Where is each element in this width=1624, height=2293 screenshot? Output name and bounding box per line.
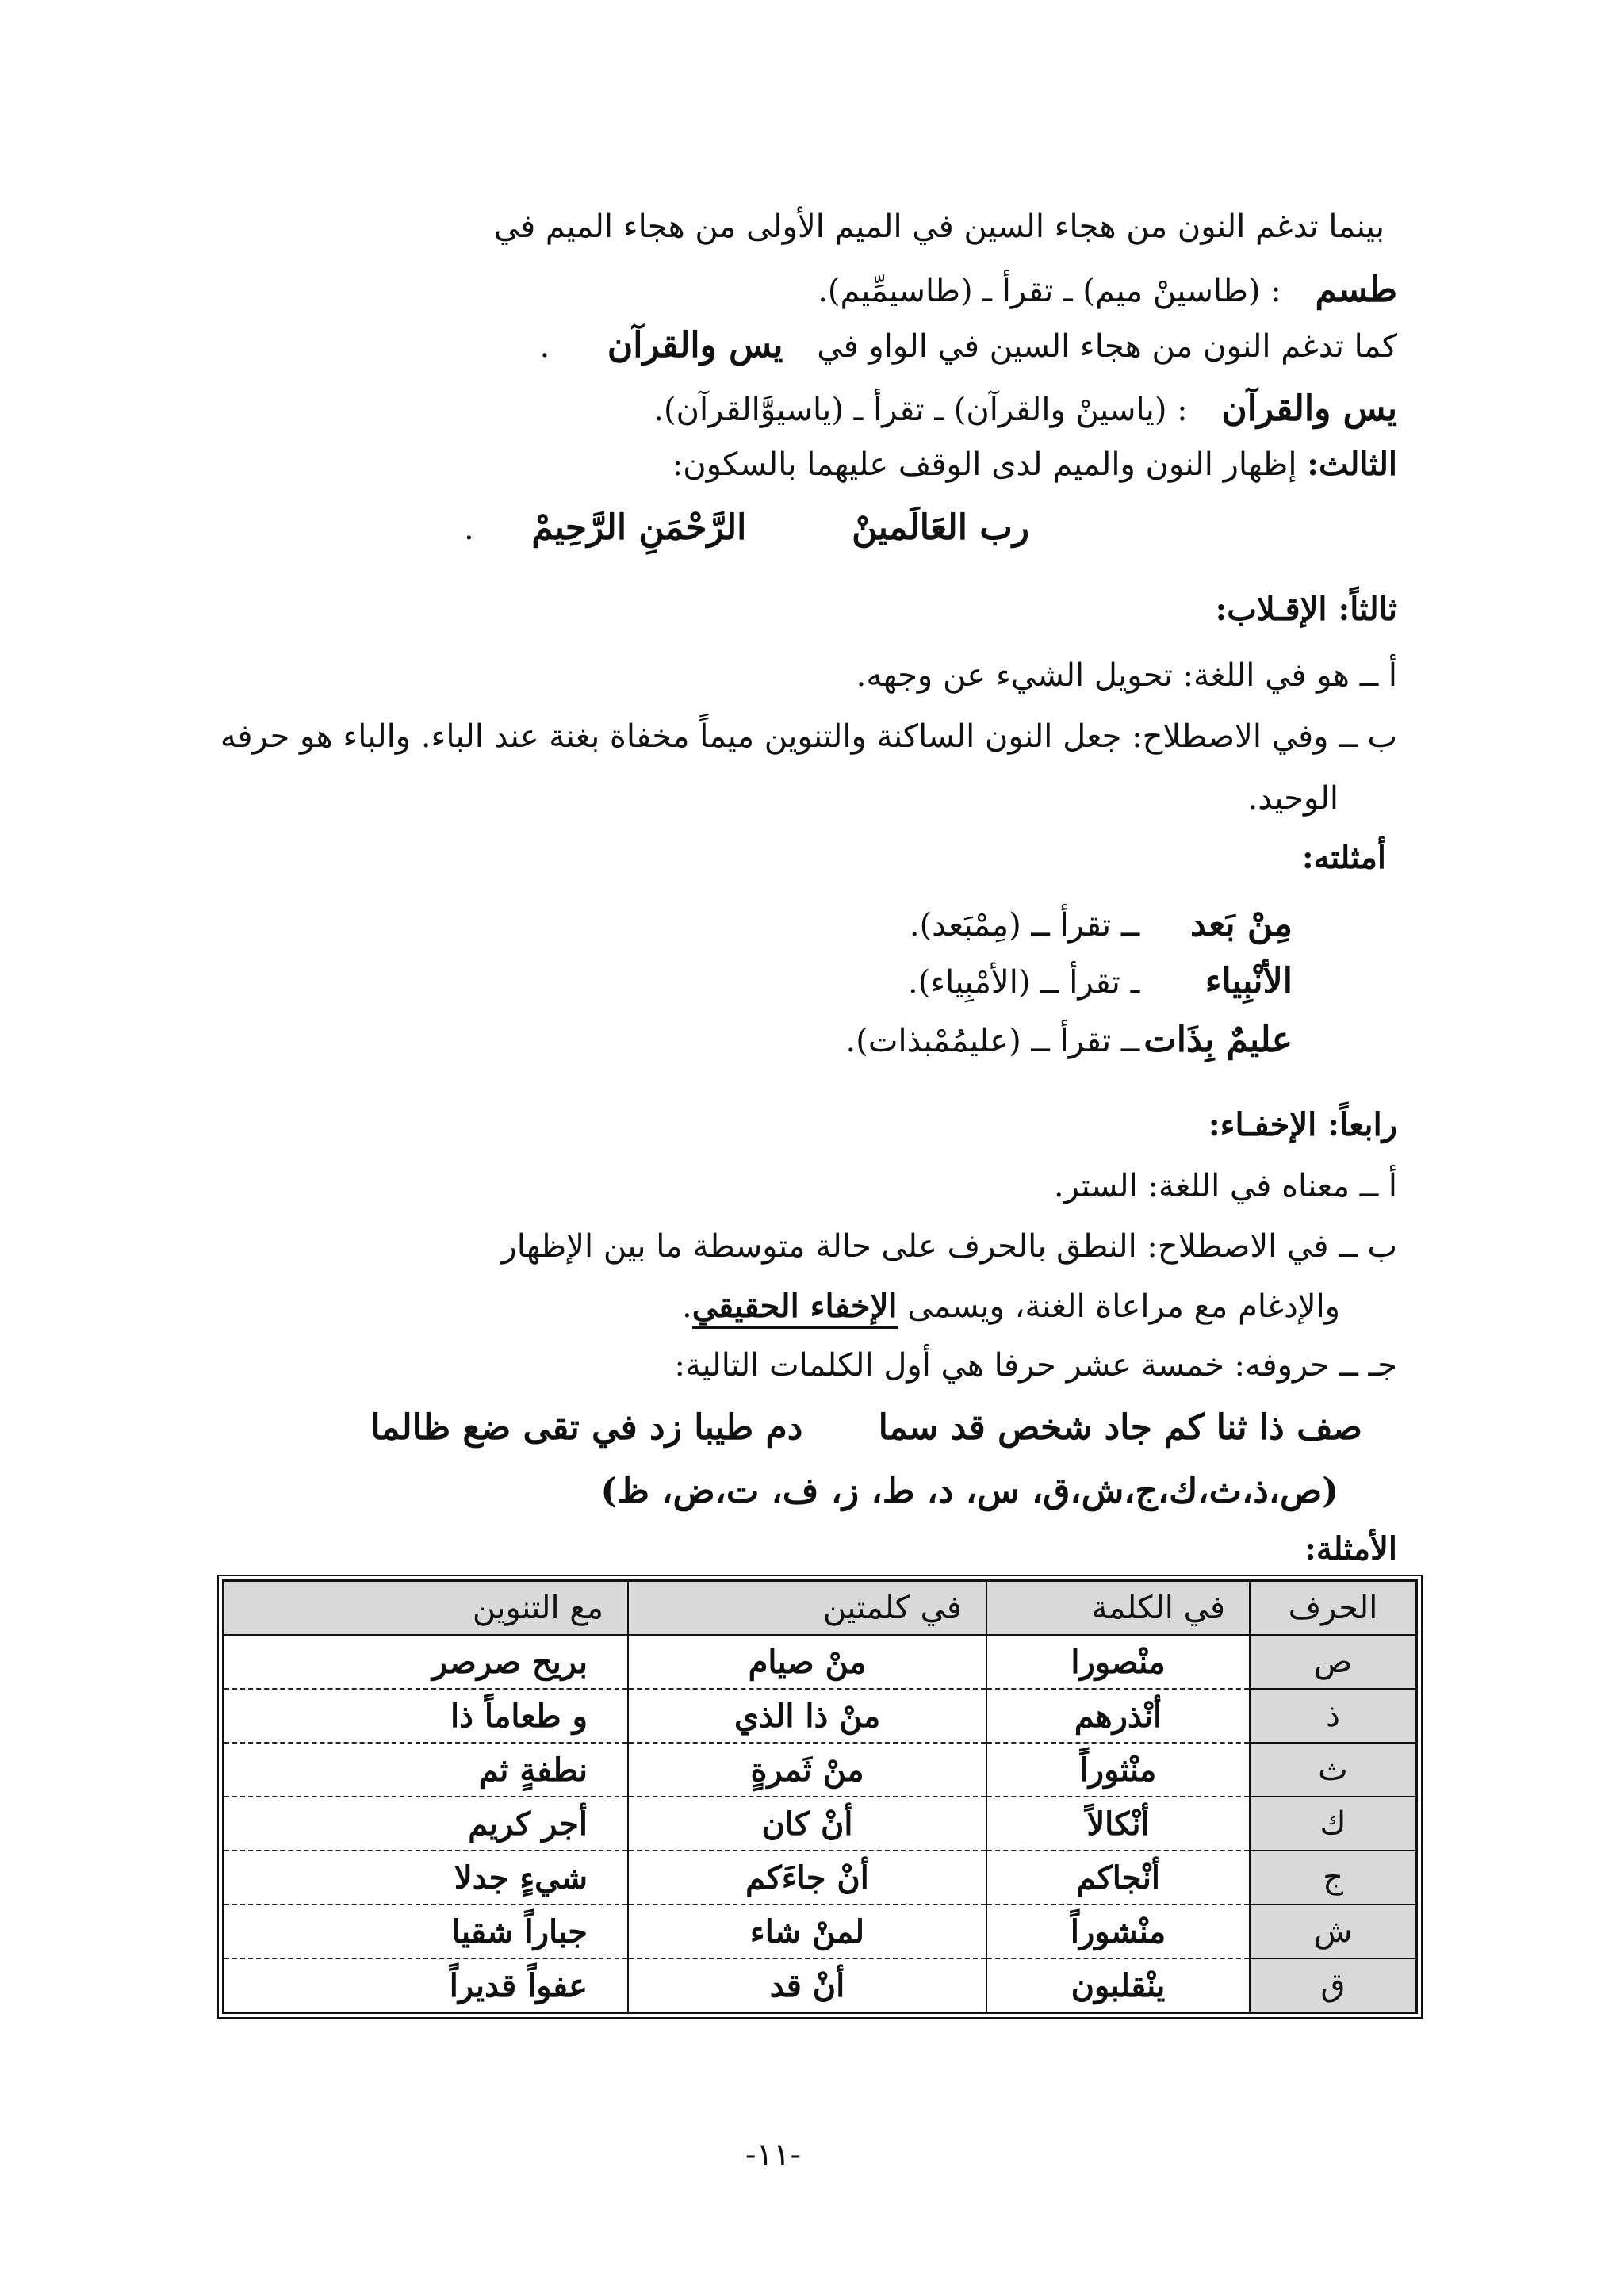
verse-hemistich: دم طيبا زد في تقى ضع ظالما bbox=[370, 1407, 803, 1448]
example-word: الرَّحْمَنِ الرَّحِيمْ bbox=[531, 507, 747, 548]
example-word: رب العَالَمينْ bbox=[852, 507, 1029, 548]
paragraph-text: أ ــ معناه في اللغة: الستر. bbox=[1053, 1168, 1397, 1204]
table-header-row bbox=[224, 1581, 1417, 1636]
subheading bbox=[1304, 1530, 1397, 1568]
example-word: طسم bbox=[1315, 270, 1397, 310]
paragraph-text: الوحيد. bbox=[1247, 780, 1339, 817]
table-cell: نطفةٍ ثم bbox=[224, 1743, 629, 1797]
table-cell: ك bbox=[1250, 1797, 1417, 1851]
example-word: مِنْ بَعد bbox=[1190, 904, 1293, 944]
letters-list: (ص،ذ،ث،ك،ج،ش،ق، س، د، ط، ز، ف، ت،ض، ظ) bbox=[600, 1471, 1339, 1511]
text-line bbox=[682, 1288, 1340, 1326]
page-number: -١١- bbox=[745, 2137, 801, 2173]
example-reading: : (ياسينْ والقرآن) ـ تقرأ ـ (ياسيوَّالقرآن). bbox=[653, 392, 1188, 428]
subheading bbox=[1302, 839, 1386, 877]
table-cell: أجر كريم bbox=[224, 1797, 629, 1851]
example-reading: ــ تقرأ ــ (عليمُمْبذات). bbox=[845, 1023, 1140, 1059]
example-word: يس والقرآن bbox=[1221, 389, 1397, 429]
text-line bbox=[501, 1227, 1397, 1265]
heading-text: أمثلته: bbox=[1301, 839, 1386, 876]
table-cell: بريح صرصر bbox=[224, 1635, 629, 1689]
paragraph-text: ب ــ وفي الاصطلاح: جعل النون الساكنة والتنوين ميماً مخفاة بغنة عند الباء. والباء هو حرفه bbox=[220, 718, 1397, 755]
table-cell: منْ ذا الذي bbox=[628, 1689, 986, 1743]
table-cell: أنْ قد bbox=[628, 1958, 986, 2013]
table-cell: منْصورا bbox=[986, 1635, 1250, 1689]
table-row bbox=[224, 1689, 1417, 1743]
table-row bbox=[224, 1743, 1417, 1797]
example-reading: ـ تقرأ ــ (الأمْبِياء). bbox=[908, 964, 1140, 1001]
table-row bbox=[224, 1904, 1417, 1958]
example-reading: : (طاسينْ ميم) ـ تقرأ ـ (طاسيمِّيم). bbox=[818, 273, 1281, 309]
section-heading bbox=[1215, 591, 1397, 629]
table-cell: لمنْ شاء bbox=[628, 1904, 986, 1958]
heading-text: الأمثلة: bbox=[1304, 1530, 1397, 1568]
example-reading: ــ تقرأ ــ (مِمْبَعد). bbox=[909, 907, 1140, 944]
examples-table bbox=[222, 1579, 1418, 2014]
table-cell: عفواً قديراً bbox=[224, 1958, 629, 2013]
section-label: الثالث: bbox=[1307, 446, 1397, 483]
example-word: عليمٌ بِذَات bbox=[1143, 1020, 1293, 1060]
example-word: الأنْبِياء bbox=[1205, 961, 1293, 1001]
punctuation: . bbox=[463, 511, 474, 547]
section-heading bbox=[1208, 1106, 1397, 1144]
table-cell: منْثوراً bbox=[986, 1743, 1250, 1797]
example-line bbox=[846, 1020, 1293, 1062]
table-cell: شيءٍ جدلا bbox=[224, 1851, 629, 1904]
paragraph-text: بينما تدغم النون من هجاء السين في الميم الأولى من هجاء الميم في bbox=[493, 209, 1385, 245]
heading-text: ثالثاً: الإقـلاب: bbox=[1215, 591, 1397, 628]
paragraph-text: ب ــ في الاصطلاح: النطق بالحرف على حالة متوسطة ما بين الإظهار bbox=[501, 1228, 1397, 1265]
table-row bbox=[224, 1851, 1417, 1904]
bold-term: الإخفاء الحقيقي bbox=[692, 1288, 898, 1329]
column-header: الحرف bbox=[1250, 1581, 1417, 1636]
column-header: في كلمتين bbox=[628, 1581, 986, 1636]
table-cell: ص bbox=[1250, 1635, 1417, 1689]
text-line bbox=[1248, 779, 1339, 817]
table-row bbox=[224, 1797, 1417, 1851]
paragraph-text: أ ــ هو في اللغة: تحويل الشيء عن وجهه. bbox=[856, 657, 1397, 694]
heading-text: رابعاً: الإخفـاء: bbox=[1208, 1106, 1397, 1143]
column-header: في الكلمة bbox=[986, 1581, 1250, 1636]
table-cell: ث bbox=[1250, 1743, 1417, 1797]
table-cell: ش bbox=[1250, 1904, 1417, 1958]
table-cell: منْ ثَمرةٍ bbox=[628, 1743, 986, 1797]
text-line bbox=[220, 718, 1397, 756]
verse-line bbox=[370, 1407, 1362, 1449]
example-line bbox=[910, 904, 1293, 946]
bold-term: يس والقرآن bbox=[607, 325, 783, 366]
table-cell: منْشوراً bbox=[986, 1904, 1250, 1958]
table-row bbox=[224, 1958, 1417, 2013]
paragraph-text: والإدغام مع مراعاة الغنة، ويسمى bbox=[907, 1288, 1340, 1325]
example-line bbox=[653, 389, 1397, 431]
example-line bbox=[464, 507, 1029, 549]
table-cell: جباراً شقيا bbox=[224, 1904, 629, 1958]
table-cell: ذ bbox=[1250, 1689, 1417, 1743]
table-cell: منْ صيام bbox=[628, 1635, 986, 1689]
punctuation: . bbox=[539, 328, 550, 365]
table-cell: ينْقلبون bbox=[986, 1958, 1250, 2013]
paragraph-text: إظهار النون والميم لدى الوقف عليهما بالسكون: bbox=[672, 446, 1297, 483]
text-line bbox=[856, 657, 1397, 695]
paragraph-text: جـ ــ حروفه: خمسة عشر حرفا هي أول الكلمات التالية: bbox=[674, 1347, 1397, 1384]
text-line bbox=[539, 325, 1397, 367]
table-cell: و طعاماً ذا bbox=[224, 1689, 629, 1743]
text-line bbox=[494, 208, 1385, 246]
column-header: مع التنوين bbox=[224, 1581, 629, 1636]
letters-line bbox=[600, 1471, 1339, 1513]
example-line bbox=[818, 270, 1397, 312]
table-cell: أنْجاكم bbox=[986, 1851, 1250, 1904]
table-cell: أنْكالاً bbox=[986, 1797, 1250, 1851]
example-line bbox=[908, 961, 1293, 1003]
table-row bbox=[224, 1635, 1417, 1689]
punctuation: . bbox=[682, 1288, 692, 1325]
paragraph-text: كما تدغم النون من هجاء السين في الواو في bbox=[817, 328, 1397, 365]
table-cell: ق bbox=[1250, 1958, 1417, 2013]
table-cell: أنْ كان bbox=[628, 1797, 986, 1851]
verse-hemistich: صف ذا ثنا كم جاد شخص قد سما bbox=[878, 1407, 1362, 1448]
table-cell: أنْ جاءَكم bbox=[628, 1851, 986, 1904]
text-line bbox=[672, 446, 1397, 484]
text-line bbox=[675, 1346, 1397, 1384]
table-cell: أنْذرهم bbox=[986, 1689, 1250, 1743]
table-cell: ج bbox=[1250, 1851, 1417, 1904]
text-line bbox=[1054, 1167, 1397, 1205]
